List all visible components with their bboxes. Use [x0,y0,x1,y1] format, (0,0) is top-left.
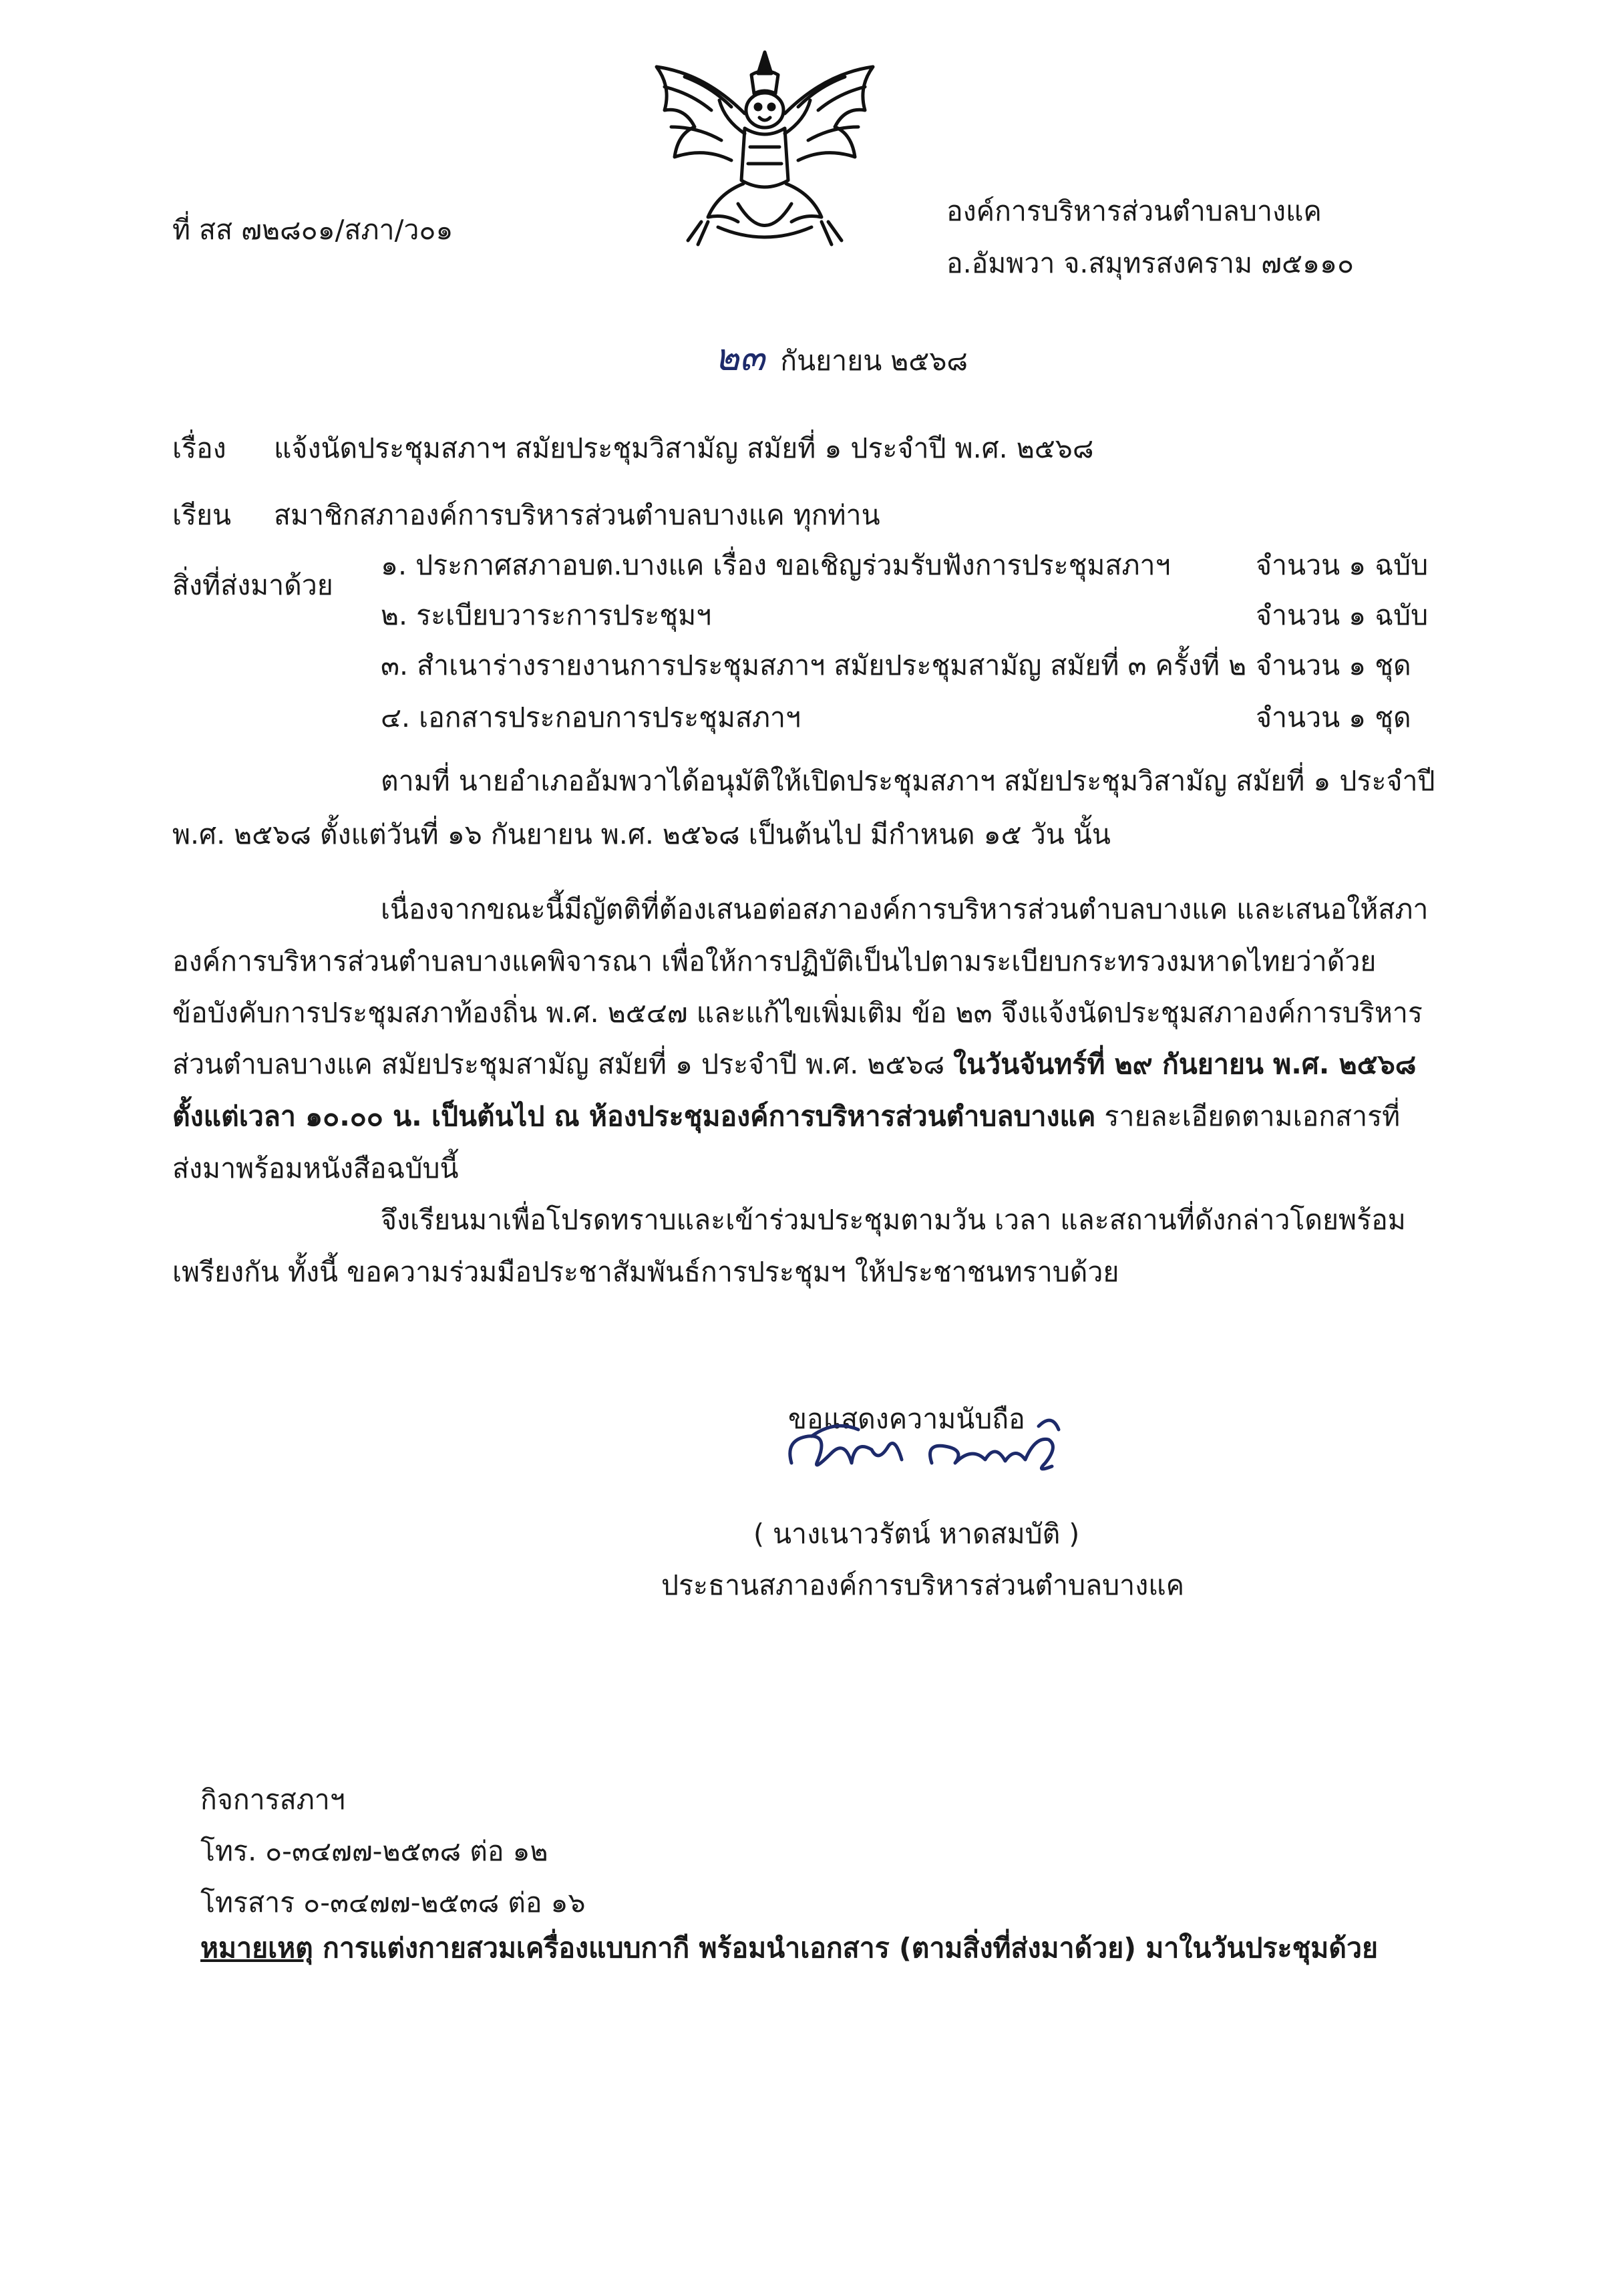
meeting-series-text: ส่วนตำบลบางแค สมัยประชุมสามัญ สมัยที่ ๑ ประจำปี พ.ศ. ๒๕๖๘ [172,1048,954,1080]
enclosure-qty: จำนวน ๑ ฉบับ [1256,599,1429,631]
footer-fax: โทรสาร ๐-๓๔๗๗-๒๕๓๘ ต่อ ๑๖ [200,1887,586,1919]
recipient-label: เรียน [172,499,232,531]
subject-label: เรื่อง [172,432,226,464]
subject-text: แจ้งนัดประชุมสภาฯ สมัยประชุมวิสามัญ สมัยที่ ๑ ประจำปี พ.ศ. ๒๕๖๘ [274,432,1094,464]
body-paragraph-3-line: เพรียงกัน ทั้งนี้ ขอความร่วมมือประชาสัมพันธ์การประชุมฯ ให้ประชาชนทราบด้วย [172,1256,1119,1288]
signature-icon [771,1400,1072,1486]
body-paragraph-2-line: ข้อบังคับการประชุมสภาท้องถิ่น พ.ศ. ๒๕๔๗ และแก้ไขเพิ่มเติม ข้อ ๒๓ จึงแจ้งนัดประชุมสภาองค์การบริหาร [172,997,1423,1029]
body-paragraph-1-line: ตามที่ นายอำเภออัมพวาได้อนุมัติให้เปิดประชุมสภาฯ สมัยประชุมวิสามัญ สมัยที่ ๑ ประจำปี [381,765,1435,797]
body-paragraph-2-line [172,1099,1400,1134]
footer-note [200,1931,1378,1966]
organization-address: อ.อัมพวา จ.สมุทรสงคราม ๗๕๑๑๐ [946,247,1355,279]
closing-salutation: ขอแสดงความนับถือ [788,1403,1025,1435]
signer-title: ประธานสภาองค์การบริหารส่วนตำบลบางแค [661,1569,1185,1601]
body-paragraph-3-line: จึงเรียนมาเพื่อโปรดทราบและเข้าร่วมประชุมตามวัน เวลา และสถานที่ดังกล่าวโดยพร้อม [381,1204,1406,1236]
enclosure-item: ๑. ประกาศสภาอบต.บางแค เรื่อง ขอเชิญร่วมรับฟังการประชุมสภาฯ [381,549,1171,581]
enclosure-item: ๓. สำเนาร่างรายงานการประชุมสภาฯ สมัยประชุมสามัญ สมัยที่ ๓ ครั้งที่ ๒ [381,649,1247,681]
date-month-year: กันยายน ๒๕๖๘ [780,345,968,377]
meeting-date-text: ในวันจันทร์ที่ ๒๙ กันยายน พ.ศ. ๒๕๖๘ [953,1048,1417,1080]
recipient-text: สมาชิกสภาองค์การบริหารส่วนตำบลบางแค ทุกท่าน [274,499,880,531]
enclosure-qty: จำนวน ๑ ชุด [1256,649,1411,681]
letter-date [715,327,968,387]
footer-phone: โทร. ๐-๓๔๗๗-๒๕๓๘ ต่อ ๑๒ [200,1835,548,1867]
details-text: รายละเอียดตามเอกสารที่ [1095,1100,1401,1132]
body-paragraph-2-line: องค์การบริหารส่วนตำบลบางแคพิจารณา เพื่อให้การปฏิบัติเป็นไปตามระเบียบกระทรวงมหาดไทยว่าด้วย [172,945,1377,977]
footer-note-label: หมายเหตุ [200,1932,313,1964]
body-paragraph-2-line: เนื่องจากขณะนี้มีญัตติที่ต้องเสนอต่อสภาองค์การบริหารส่วนตำบลบางแค และเสนอให้สภา [381,893,1429,925]
date-day-handwritten: ๒๓ [715,336,765,379]
body-paragraph-1-line: พ.ศ. ๒๕๖๘ ตั้งแต่วันที่ ๑๖ กันยายน พ.ศ. ๒๕๖๘ เป็นต้นไป มีกำหนด ๑๕ วัน นั้น [172,818,1111,850]
footer-note-text: การแต่งกายสวมเครื่องแบบกากี พร้อมนำเอกสาร (ตามสิ่งที่ส่งมาด้วย) มาในวันประชุมด้วย [313,1932,1379,1964]
body-paragraph-2-line [172,1047,1416,1082]
signer-name: ( นางเนาวรัตน์ หาดสมบัติ ) [753,1518,1080,1550]
reference-number: ที่ สส ๗๒๘๐๑/สภา/ว๐๑ [172,214,454,246]
body-paragraph-2-line: ส่งมาพร้อมหนังสือฉบับนี้ [172,1152,459,1184]
footer-department: กิจการสภาฯ [200,1784,345,1816]
organization-name: องค์การบริหารส่วนตำบลบางแค [946,195,1322,227]
enclosure-item: ๔. เอกสารประกอบการประชุมสภาฯ [381,701,801,733]
enclosure-qty: จำนวน ๑ ชุด [1256,701,1411,733]
enclosure-qty: จำนวน ๑ ฉบับ [1256,549,1429,581]
enclosures-label: สิ่งที่ส่งมาด้วย [172,569,333,601]
meeting-time-place-text: ตั้งแต่เวลา ๑๐.๐๐ น. เป็นต้นไป ณ ห้องประชุมองค์การบริหารส่วนตำบลบางแค [172,1100,1096,1132]
enclosure-item: ๒. ระเบียบวาระการประชุมฯ [381,599,712,631]
garuda-emblem-icon [645,47,885,254]
